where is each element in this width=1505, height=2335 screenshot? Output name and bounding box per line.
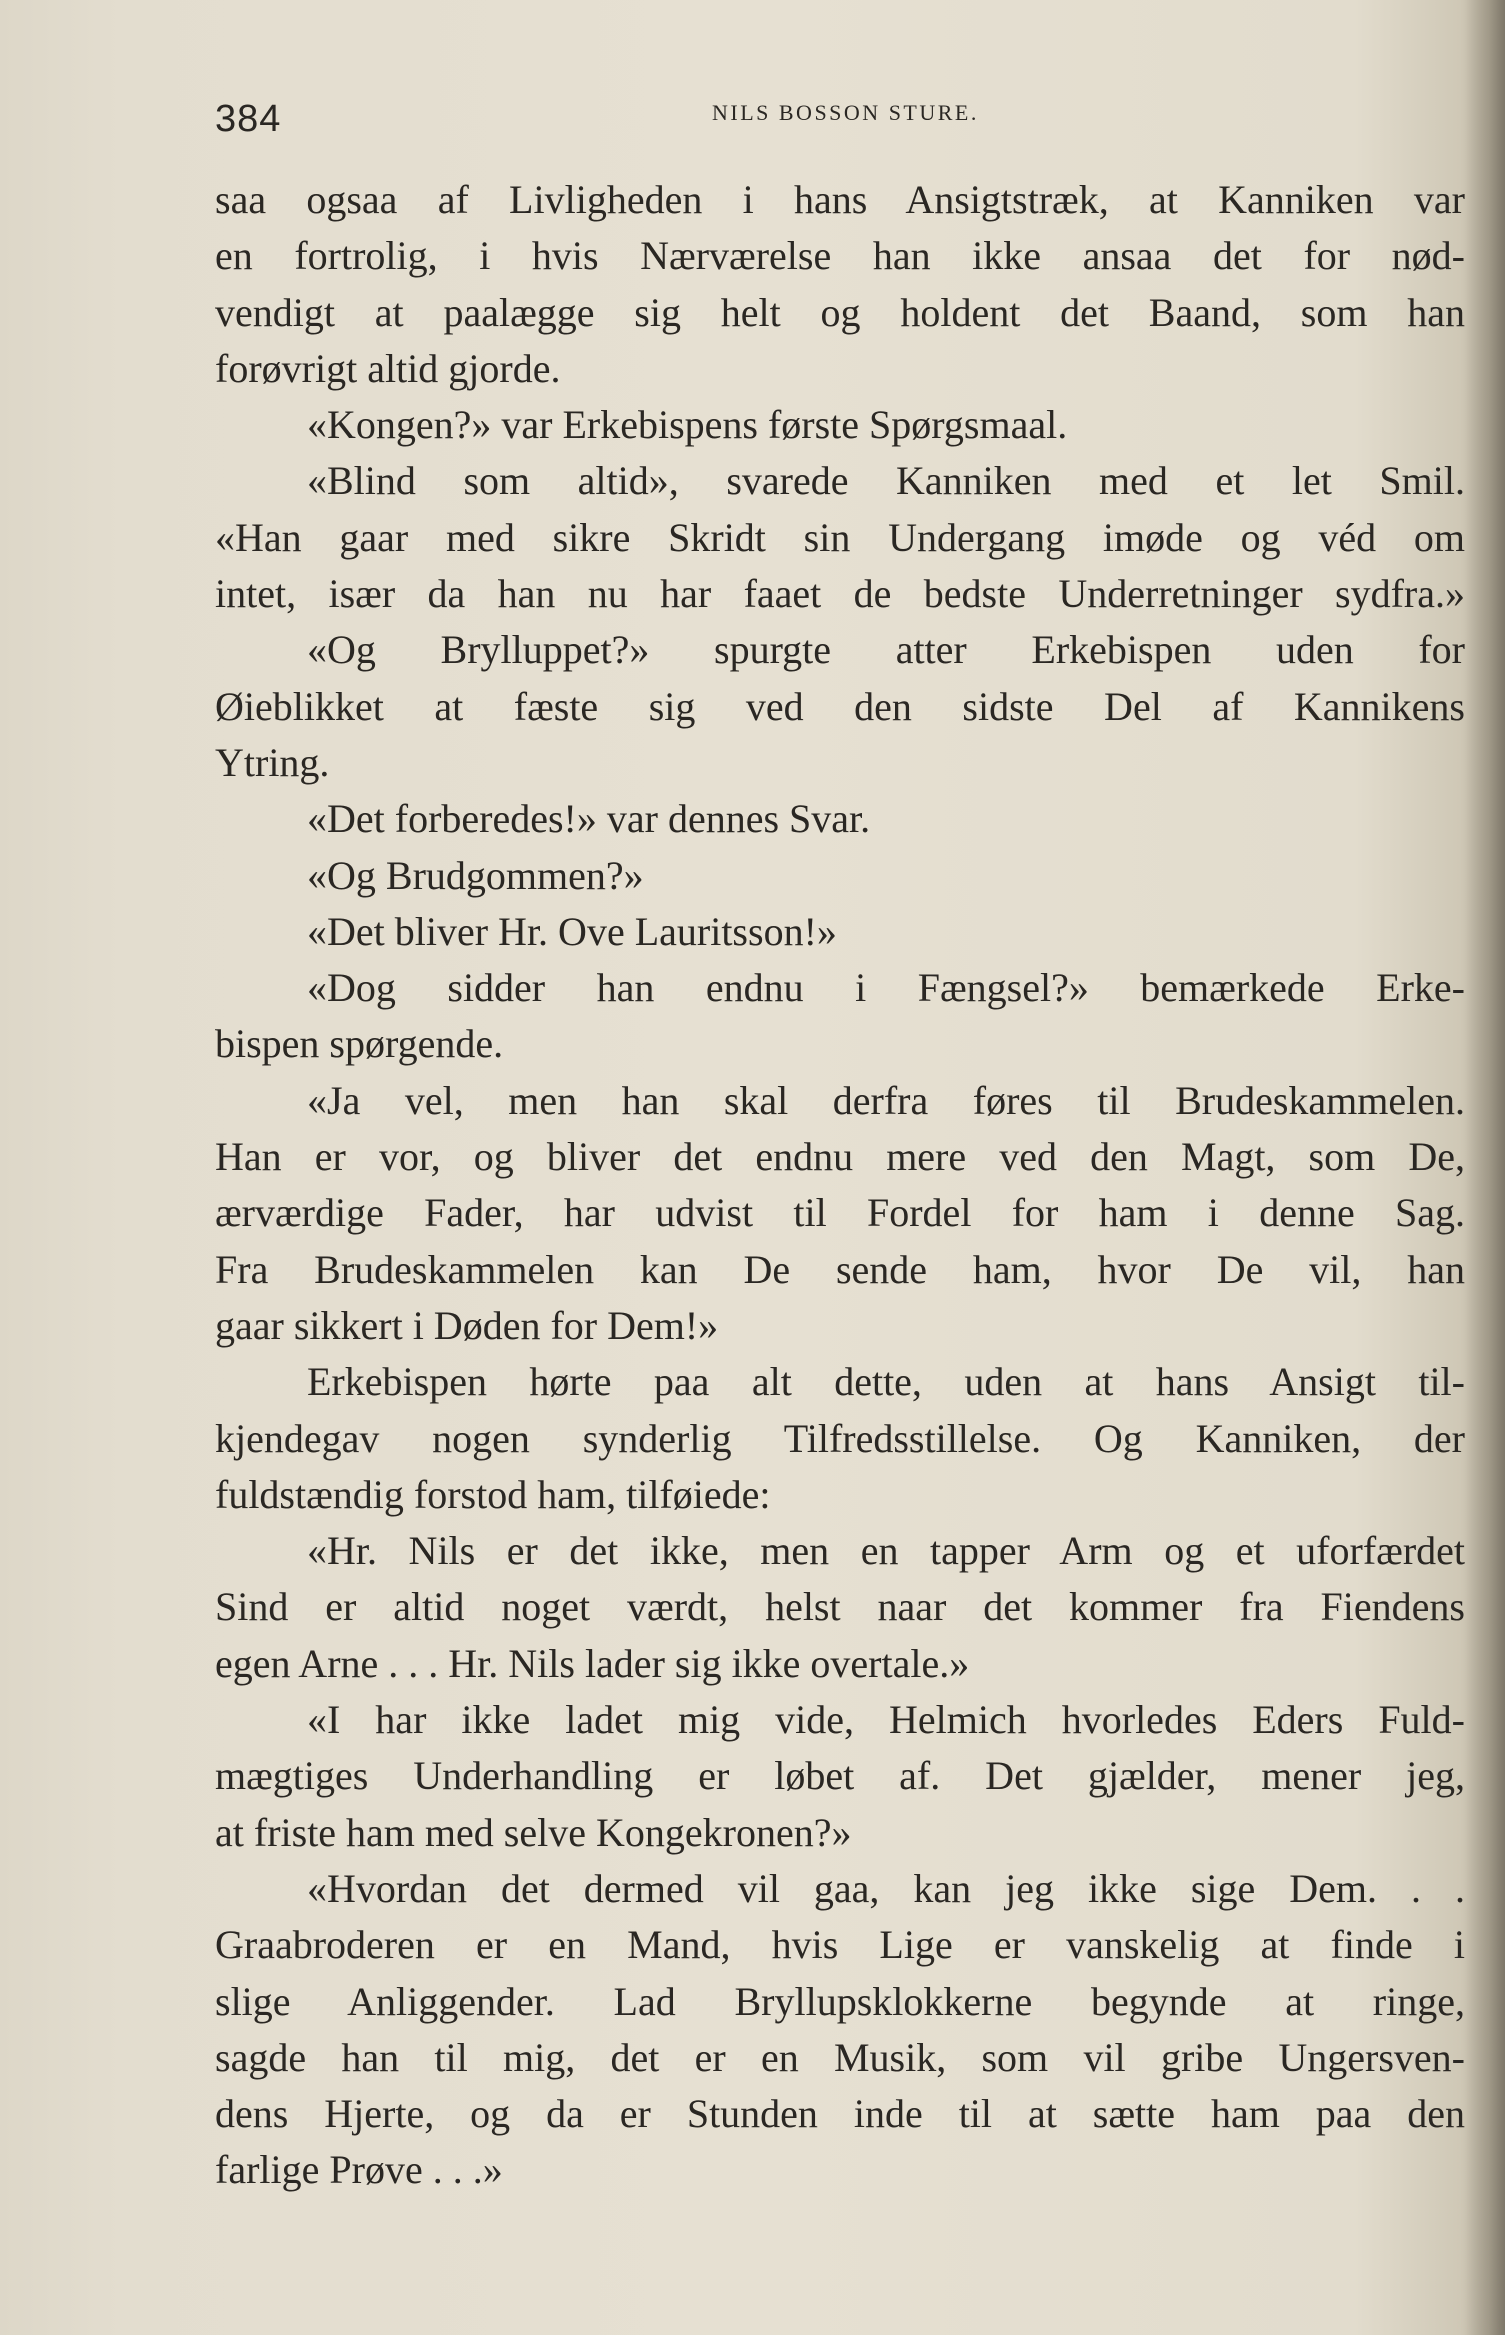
- text-line: sagde han til mig, det er en Musik, som vil gribe Ungersven-: [215, 2034, 1465, 2080]
- text-line: Graabroderen er en Mand, hvis Lige er vanskelig at finde i: [215, 1922, 1465, 1968]
- body-text: [215, 172, 1465, 2199]
- text-line: bispen spørgende.: [215, 1021, 504, 1067]
- text-line: «Det bliver Hr. Ove Lauritsson!»: [307, 908, 837, 954]
- text-line: saa ogsaa af Livligheden i hans Ansigtstræk, at Kanniken var: [215, 177, 1465, 222]
- text-line: Erkebispen hørte paa alt dette, uden at hans Ansigt til-: [307, 1359, 1465, 1405]
- text-line: at friste ham med selve Kongekronen?»: [215, 1809, 852, 1855]
- text-line: «Blind som altid», svarede Kanniken med et let Smil.: [307, 458, 1465, 504]
- text-line: vendigt at paalægge sig helt og holdent det Baand, som han: [215, 289, 1465, 335]
- text-line: gaar sikkert i Døden for Dem!»: [215, 1302, 719, 1348]
- text-line: kjendegav nogen synderlig Tilfredsstillelse. Og Kanniken, der: [215, 1415, 1465, 1461]
- text-line: «Dog sidder han endnu i Fængsel?» bemærkede Erke-: [307, 965, 1465, 1011]
- text-line: Øieblikket at fæste sig ved den sidste Del af Kannikens: [215, 683, 1465, 729]
- text-line: Han er vor, og bliver det endnu mere ved den Magt, som De,: [215, 1134, 1465, 1180]
- text-line: egen Arne . . . Hr. Nils lader sig ikke overtale.»: [215, 1640, 970, 1686]
- text-line: forøvrigt altid gjorde.: [215, 345, 561, 391]
- text-line: «Og Brudgommen?»: [307, 852, 644, 898]
- text-line: «Ja vel, men han skal derfra føres til Brudeskammelen.: [307, 1077, 1465, 1123]
- text-line: «Kongen?» var Erkebispens første Spørgsmaal.: [307, 402, 1068, 448]
- text-line: en fortrolig, i hvis Nærværelse han ikke ansaa det for nød-: [215, 233, 1465, 279]
- text-line: intet, især da han nu har faaet de bedste Underretninger sydfra.»: [215, 571, 1465, 617]
- text-line: Fra Brudeskammelen kan De sende ham, hvor De vil, han: [215, 1246, 1465, 1292]
- text-line: mægtiges Underhandling er løbet af. Det gjælder, mener jeg,: [215, 1753, 1465, 1799]
- text-line: «Hr. Nils er det ikke, men en tapper Arm og et uforfærdet: [307, 1528, 1465, 1574]
- text-line: fuldstændig forstod ham, tilføiede:: [215, 1471, 771, 1517]
- text-line: dens Hjerte, og da er Stunden inde til at sætte ham paa den: [215, 2091, 1465, 2137]
- text-line: ærværdige Fader, har udvist til Fordel for ham i denne Sag.: [215, 1190, 1465, 1236]
- text-line: Sind er altid noget værdt, helst naar det kommer fra Fiendens: [215, 1584, 1465, 1630]
- running-title: NILS BOSSON STURE.: [712, 100, 979, 125]
- text-line: «Han gaar med sikre Skridt sin Undergang imøde og véd om: [215, 514, 1465, 560]
- page-gutter-shadow: [1465, 0, 1505, 2335]
- text-line: «Det forberedes!» var dennes Svar.: [307, 796, 871, 842]
- text-line: «Hvordan det dermed vil gaa, kan jeg ikke sige Dem. . .: [307, 1865, 1465, 1911]
- text-line: «Og Brylluppet?» spurgte atter Erkebispen uden for: [307, 627, 1465, 673]
- text-line: Ytring.: [215, 739, 330, 785]
- text-line: «I har ikke ladet mig vide, Helmich hvorledes Eders Fuld-: [307, 1697, 1465, 1743]
- page-number: 384: [215, 98, 282, 140]
- text-line: slige Anliggender. Lad Bryllupsklokkerne begynde at ringe,: [215, 1978, 1465, 2024]
- text-line: farlige Prøve . . .»: [215, 2147, 503, 2193]
